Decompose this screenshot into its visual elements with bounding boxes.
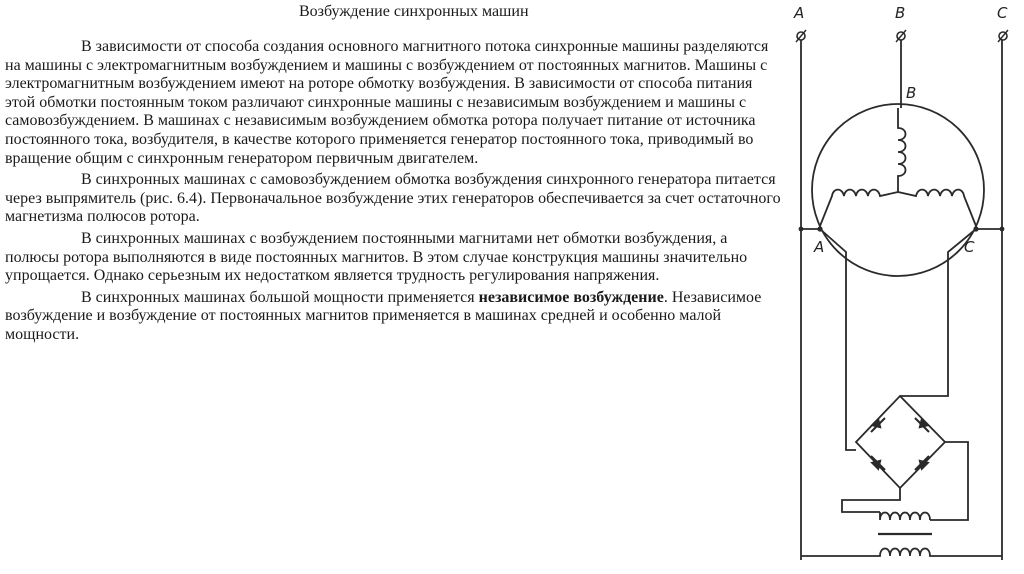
rectifier-output-left xyxy=(842,488,900,512)
winding-a-coil xyxy=(820,190,898,226)
field-winding-coil xyxy=(880,512,930,520)
lower-coil xyxy=(801,549,1002,557)
winding-c-coil xyxy=(898,190,976,226)
paragraph-4-text-after: . Независимое возбуждение и возбуждение от постоянных магнитов применяется в машинах средней и особенно малой мощности. xyxy=(5,288,762,343)
terminal-c-icon xyxy=(998,30,1008,42)
paragraph-4-bold-term: независимое возбуждение xyxy=(478,288,664,306)
winding-label-a: A xyxy=(814,238,825,256)
diode-icon xyxy=(870,417,886,433)
terminal-label-b: B xyxy=(895,4,906,22)
slide-title: Возбуждение синхронных машин xyxy=(299,3,529,20)
text-body xyxy=(5,38,785,345)
winding-label-b: B xyxy=(906,84,917,102)
paragraph-4-text-before: В синхронных машинах большой мощности применяется xyxy=(81,288,479,306)
paragraph-3: В синхронных машинах с возбуждением постоянными магнитами нет обмотки возбуждения, а полюсы ротора выполняются в виде постоянных магнитов. В этом случае конструкция машины значительно упрощается. Однако серьезным их недостатком является трудность регулирования напряжения. xyxy=(5,229,748,285)
terminal-label-a: A xyxy=(794,4,805,22)
diode-icon xyxy=(914,455,930,471)
rectifier-output-right xyxy=(930,442,968,520)
paragraph-1: В зависимости от способа создания основного магнитного потока синхронные машины разделяются на машины с электромагнитным возбуждением и машины с возбуждением от постоянных магнитов. Машины с электромагнитным возбуждением имеют на роторе обмотку возбуждения. В зависимости от способа питания этой обмотки постоянным током различают синхронные машины с независимым возбуждением и машины с самовозбуждением. В машинах с независимым возбуждением обмотка ротора получает питание от источника постоянного тока, возбудителя, в качестве которого применяется генератор постоянного тока, приводимый во вращение общим с синхронным генератором первичным двигателем. xyxy=(5,38,769,167)
bridge-rectifier xyxy=(856,396,945,488)
self-excitation-circuit-diagram xyxy=(780,0,1024,574)
diode-icon xyxy=(914,417,930,433)
terminal-label-c: C xyxy=(997,4,1008,22)
paragraph-2: В синхронных машинах с самовозбуждением обмотка возбуждения синхронного генератора питается через выпрямитель (рис. 6.4). Первоначальное возбуждение этих генераторов обеспечивается за счет остаточного магнетизма полюсов ротора. xyxy=(5,171,781,226)
circuit-svg xyxy=(780,0,1024,574)
diode-icon xyxy=(870,455,886,471)
winding-b-coil xyxy=(898,108,906,192)
winding-label-c: C xyxy=(964,238,975,256)
paragraph-4 xyxy=(5,289,785,345)
